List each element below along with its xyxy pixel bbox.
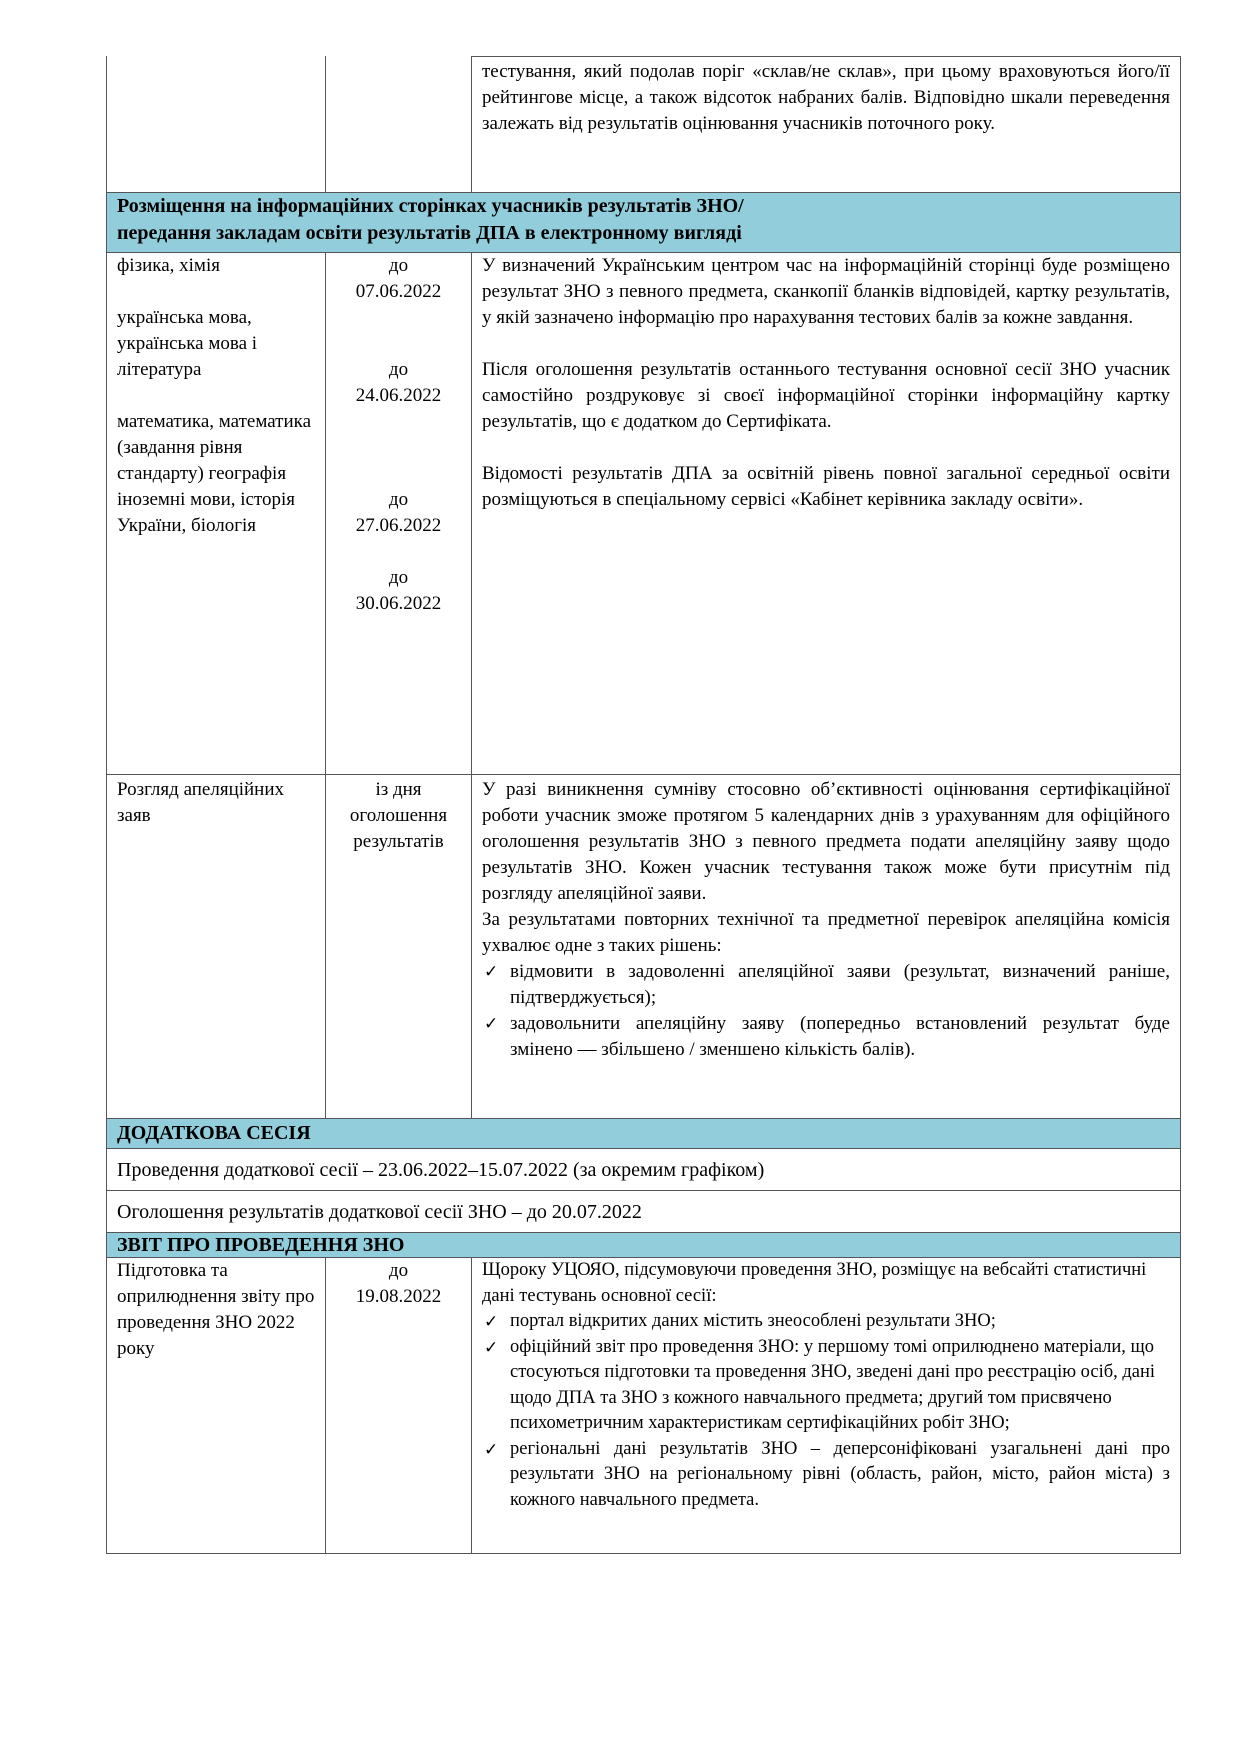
deadline-prefix: до	[388, 255, 409, 276]
results-description-cell	[471, 252, 1181, 774]
appeal-option	[482, 959, 1170, 1011]
deadline-prefix: до	[388, 489, 409, 510]
continuation-row	[106, 56, 1181, 192]
deadline-prefix: до	[388, 567, 409, 588]
report-title: Підготовка та оприлюднення звіту про проведення ЗНО 2022 року	[117, 1260, 315, 1359]
appeals-title-cell	[106, 774, 325, 1118]
appeal-option	[482, 1011, 1170, 1063]
appeal-option-text: відмовити в задоволенні апеляційної заяви (результат, визначений раніше, підтверджується);	[510, 961, 1170, 1008]
report-item	[482, 1335, 1170, 1437]
appeals-description-cell	[471, 774, 1181, 1118]
section-header-line-2: передання закладам освіти результатів ДПА в електронному вигляді	[117, 222, 742, 244]
subjects-cell	[106, 252, 325, 774]
report-row	[106, 1257, 1181, 1554]
report-item-text: портал відкритих даних містить знеособлені результати ЗНО;	[510, 1311, 996, 1331]
check-icon: ✓	[484, 962, 499, 981]
subject-group: фізика, хімія	[117, 255, 220, 276]
results-paragraph: Після оголошення результатів останнього тестування основної сесії ЗНО учасник самостійно роздруковує зі своєї інформаційної сторінки інформаційну картку результатів, що є додатком до Сертифіката.	[482, 359, 1170, 432]
results-row	[106, 252, 1181, 774]
subject-group: українська мова, українська мова і література	[117, 307, 258, 380]
section-header-line-1: Розміщення на інформаційних сторінках учасників результатів ЗНО/	[117, 195, 744, 217]
appeal-option-text: задовольнити апеляційну заяву (попередньо встановлений результат буде змінено — збільшено / зменшено кількість балів).	[510, 1013, 1170, 1060]
cell-empty-1	[106, 56, 325, 192]
report-item-text: регіональні дані результатів ЗНО – деперсоніфіковані узагальнені дані про результати ЗНО на регіональному рівні (область, район, місто, район міста) з кожного навчального предмета.	[510, 1438, 1170, 1510]
deadline-date: 27.06.2022	[355, 515, 442, 536]
appeals-title: Розгляд апеляційних заяв	[117, 779, 285, 826]
report-description-cell	[471, 1257, 1181, 1553]
section-header-report	[106, 1232, 1181, 1257]
subject-group: іноземні мови, історія України, біологія	[117, 489, 296, 536]
additional-conduct-text: Проведення додаткової сесії – 23.06.2022–15.07.2022 (за окремим графіком)	[117, 1159, 765, 1181]
appeals-period: із дня оголошення результатів	[349, 779, 448, 852]
check-icon: ✓	[484, 1439, 499, 1459]
additional-session-title: ДОДАТКОВА СЕСІЯ	[117, 1122, 311, 1144]
deadline-prefix: до	[388, 359, 409, 380]
additional-results-row	[106, 1190, 1181, 1232]
subject-group: математика, математика (завдання рівня стандарту) географія	[117, 411, 312, 484]
cell-continuation-text	[471, 56, 1181, 192]
deadlines-cell	[325, 252, 471, 774]
check-icon: ✓	[484, 1312, 499, 1331]
deadline-date: 30.06.2022	[355, 593, 442, 614]
results-paragraph: Відомості результатів ДПА за освітній рівень повної загальної середньої освіти розміщуються в спеціальному сервісі «Кабінет керівника закладу освіти».	[482, 463, 1170, 510]
report-intro: Щороку УЦОЯО, підсумовуючи проведення ЗНО, розміщує на вебсайті статистичні дані тестувань основної сесії:	[482, 1260, 1147, 1306]
appeals-paragraph: За результатами повторних технічної та предметної перевірок апеляційна комісія ухвалює одне з таких рішень:	[482, 909, 1170, 956]
results-paragraph: У визначений Українським центром час на інформаційній сторінці буде розміщено результат ЗНО з певного предмета, сканкопії бланків відповідей, картку результатів, у якій зазначено інформацію про нарахування тестових балів за кожне завдання.	[482, 255, 1170, 328]
additional-conduct-row	[106, 1148, 1181, 1190]
report-deadline-cell	[325, 1257, 471, 1553]
report-item-text: офіційний звіт про проведення ЗНО: у першому томі оприлюднено матеріали, що стосуються підготовки та проведення ЗНО, зведені дані про реєстрацію осіб, дані щодо ДПА та ЗНО з кожного навчального предмета; другий том присвячено психометричним характеристикам сертифікаційних робіт ЗНО;	[510, 1336, 1156, 1433]
appeals-period-cell	[325, 774, 471, 1118]
report-item	[482, 1309, 1170, 1335]
deadline-date: 24.06.2022	[355, 385, 442, 406]
additional-results-text: Оголошення результатів додаткової сесії ЗНО – до 20.07.2022	[117, 1201, 642, 1223]
report-section-title: ЗВІТ ПРО ПРОВЕДЕННЯ ЗНО	[117, 1234, 405, 1256]
section-header-results	[106, 192, 1181, 252]
report-item	[482, 1437, 1170, 1514]
appeals-row	[106, 774, 1181, 1118]
deadline-prefix: до	[388, 1260, 409, 1281]
cell-empty-2	[325, 56, 471, 192]
report-title-cell	[106, 1257, 325, 1553]
check-icon: ✓	[484, 1337, 499, 1357]
check-icon: ✓	[484, 1014, 499, 1033]
appeals-paragraph: У разі виникнення сумніву стосовно об’єктивності оцінювання сертифікаційної роботи учасник зможе протягом 5 календарних днів з урахуванням для офіційного оголошення результатів ЗНО з певного предмета подати апеляційну заяву щодо результатів ЗНО. Кожен учасник тестування також може бути присутнім під розгляду апеляційної заяви.	[482, 779, 1170, 904]
section-header-additional	[106, 1118, 1181, 1148]
deadline-date: 07.06.2022	[355, 281, 442, 302]
deadline-date: 19.08.2022	[355, 1286, 442, 1307]
continuation-text: тестування, який подолав поріг «склав/не склав», при цьому враховуються його/її рейтингове місце, а також відсоток набраних балів. Відповідно шкали переведення залежать від результатів оцінювання учасників поточного року.	[482, 61, 1170, 134]
